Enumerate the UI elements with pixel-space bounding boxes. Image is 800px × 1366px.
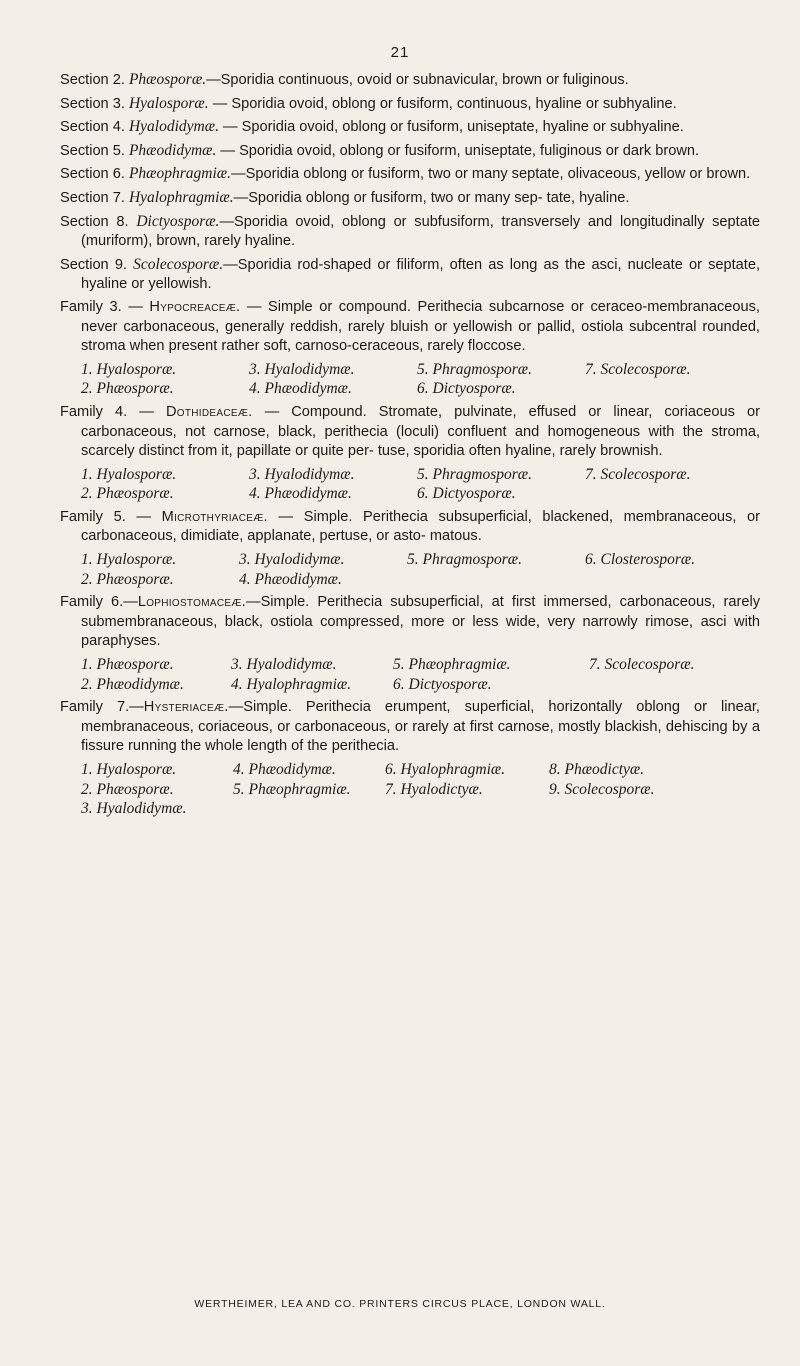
section-2 xyxy=(60,70,760,91)
family-label: Family 6.— xyxy=(60,594,138,611)
genus-item: 2. Phæosporæ. xyxy=(81,780,174,798)
genus-item: 1. Hyalosporæ. xyxy=(81,761,177,778)
genus-item: 5. Phæophragmiæ. xyxy=(233,780,351,798)
family-label: Family 7.— xyxy=(60,699,144,716)
section-6 xyxy=(60,164,760,185)
genus-item: 2. Phæosporæ. xyxy=(81,380,174,398)
section-9 xyxy=(60,255,760,295)
genus-item: 7. Hyalodictyæ. xyxy=(385,780,483,798)
genus-item: 8. Phæodictyæ. xyxy=(549,761,645,778)
section-name: Hyalophragmiæ. xyxy=(128,188,234,206)
section-name: Scolecosporæ. xyxy=(133,255,224,273)
genus-item: 2. Phæosporæ. xyxy=(81,485,174,503)
section-label: Section 8. xyxy=(60,213,129,230)
family-description: — Simple. Perithecia subsuperficial, blackened, membranaceous, or carbonaceous, dimidiate, applanate, pertuse, or asto- matous. xyxy=(81,508,760,545)
section-8 xyxy=(60,212,760,252)
family-label: Family 5. — xyxy=(60,508,162,525)
genera-list xyxy=(81,760,760,819)
genera-list xyxy=(81,550,760,589)
genus-item: 7. Scolecosporæ. xyxy=(585,360,691,378)
section-name: Phæophragmiæ. xyxy=(128,165,232,183)
section-name: Phæosporæ. xyxy=(128,71,207,88)
section-name: Hyalodidymæ. xyxy=(128,118,219,136)
family-description: — Compound. Stromate, pulvinate, effused or linear, coriaceous or carbonaceous, not carnose, black, perithecia (loculi) confluent and homogeneous with the stroma, scarcely distinct from it, papillate or quite per- tuse, sporidia often hyaline, rarely brownish. xyxy=(81,403,760,460)
section-description: —Sporidia oblong or fusiform, two or many sep- tate, hyaline. xyxy=(233,189,630,206)
family-description: —Simple. Perithecia subsuperficial, at first immersed, carbonaceous, rarely submembranaceous, black, ostiola compressed, more or less wide, very narrowly rimose, asci with paraphyses. xyxy=(81,594,760,650)
section-description: —Sporidia oblong or fusiform, two or many septate, olivaceous, yellow or brown. xyxy=(231,166,751,183)
section-label: Section 5. xyxy=(60,142,125,159)
family-name: Hysteriaceæ. xyxy=(143,699,229,716)
genus-item: 1. Hyalosporæ. xyxy=(81,360,177,378)
family-name: Lophiostomaceæ. xyxy=(137,594,246,611)
section-name: Phæodidymæ. xyxy=(128,141,217,159)
genus-item: 1. Phæosporæ. xyxy=(81,656,174,674)
genus-item: 6. Dictyosporæ. xyxy=(417,485,516,503)
genus-item: 6. Dictyosporæ. xyxy=(393,675,492,693)
family-description: — Simple or compound. Perithecia subcarnose or ceraceo-membranaceous, never carbonaceous, generally reddish, rarely bluish or yellowish or pallid, ostiola subcentral rounded, stroma when present rather soft, carnoso-ceraceous, rarely floccose. xyxy=(81,298,760,355)
section-label: Section 9. xyxy=(60,256,127,273)
section-4 xyxy=(60,117,760,138)
family-description: —Simple. Perithecia erumpent, superficial, horizontally oblong or linear, membranaceous, coriaceous, or carbonaceous, or rarely at first carnose, mostly blackish, dehiscing by a fissure running the whole length of the perithecia. xyxy=(81,699,760,755)
family-label: Family 3. — xyxy=(60,298,150,315)
genus-item: 6. Hyalophragmiæ. xyxy=(385,761,506,778)
genus-item: 6. Dictyosporæ. xyxy=(417,380,516,398)
genus-item: 5. Phæophragmiæ. xyxy=(393,656,511,674)
family-name: Hypocreaceæ. xyxy=(149,298,241,315)
genus-item: 4. Phæodidymæ. xyxy=(249,380,352,398)
genus-item: 5. Phragmosporæ. xyxy=(417,465,532,483)
family-3 xyxy=(60,298,760,357)
section-description: —Sporidia continuous, ovoid or subnavicular, brown or fuliginous. xyxy=(206,72,629,88)
family-7 xyxy=(60,698,760,757)
section-description: —Sporidia rod-shaped or filiform, often as long as the asci, nucleate or septate, hyaline or yellowish. xyxy=(81,256,761,293)
section-label: Section 3. xyxy=(60,95,125,112)
section-name: Dictyosporæ. xyxy=(136,212,220,230)
genus-item: 7. Scolecosporæ. xyxy=(585,465,691,483)
section-7 xyxy=(60,188,760,209)
genus-item: 6. Closterosporæ. xyxy=(585,551,696,569)
family-label: Family 4. — xyxy=(60,403,166,420)
section-3 xyxy=(60,94,760,115)
section-label: Section 6. xyxy=(60,166,125,183)
genera-list xyxy=(81,360,760,399)
genus-item: 5. Phragmosporæ. xyxy=(417,360,532,378)
family-name: Microthyriaceæ. xyxy=(161,508,268,525)
genus-item: 4. Phæodidymæ. xyxy=(249,485,352,503)
section-label: Section 7. xyxy=(60,189,125,206)
section-label: Section 4. xyxy=(60,119,125,136)
genus-item: 1. Hyalosporæ. xyxy=(81,551,177,569)
genus-item: 3. Hyalodidymæ. xyxy=(239,551,345,569)
genera-list xyxy=(81,655,760,694)
section-description: — Sporidia ovoid, oblong or fusiform, uniseptate, hyaline or subhyaline. xyxy=(218,119,684,136)
genus-item: 9. Scolecosporæ. xyxy=(549,780,655,798)
section-label: Section 2. xyxy=(60,72,125,88)
genus-item: 3. Hyalodidymæ. xyxy=(249,360,355,378)
genus-item: 4. Hyalophragmiæ. xyxy=(231,675,352,693)
section-description: —Sporidia ovoid, oblong or subfusiform, transversely and longitudinally septate (muriform), brown, rarely hyaline. xyxy=(81,213,760,250)
genus-item: 3. Hyalodidymæ. xyxy=(231,656,337,674)
section-5 xyxy=(60,141,760,162)
genus-item: 3. Hyalodidymæ. xyxy=(81,800,187,818)
genus-item: 4. Phæodidymæ. xyxy=(239,570,342,588)
family-4 xyxy=(60,403,760,462)
genus-item: 7. Scolecosporæ. xyxy=(589,656,695,674)
genus-item: 5. Phragmosporæ. xyxy=(407,551,522,569)
family-5 xyxy=(60,508,760,547)
printer-imprint: WERTHEIMER, LEA AND CO. PRINTERS CIRCUS PLACE, LONDON WALL. xyxy=(194,1298,606,1310)
genus-item: 1. Hyalosporæ. xyxy=(81,465,177,483)
genus-item: 2. Phæodidymæ. xyxy=(81,675,184,693)
genus-item: 4. Phæodidymæ. xyxy=(233,761,336,778)
page-number: 21 xyxy=(390,44,410,61)
family-6 xyxy=(60,593,760,652)
genus-item: 2. Phæosporæ. xyxy=(81,570,174,588)
page-body xyxy=(60,70,760,823)
section-description: — Sporidia ovoid, oblong or fusiform, uniseptate, fuliginous or dark brown. xyxy=(216,142,700,159)
section-name: Hyalosporæ. xyxy=(128,94,209,112)
genera-list xyxy=(81,465,760,504)
section-description: — Sporidia ovoid, oblong or fusiform, continuous, hyaline or subhyaline. xyxy=(208,95,677,112)
family-name: Dothideaceæ. xyxy=(165,403,253,420)
genus-item: 3. Hyalodidymæ. xyxy=(249,465,355,483)
